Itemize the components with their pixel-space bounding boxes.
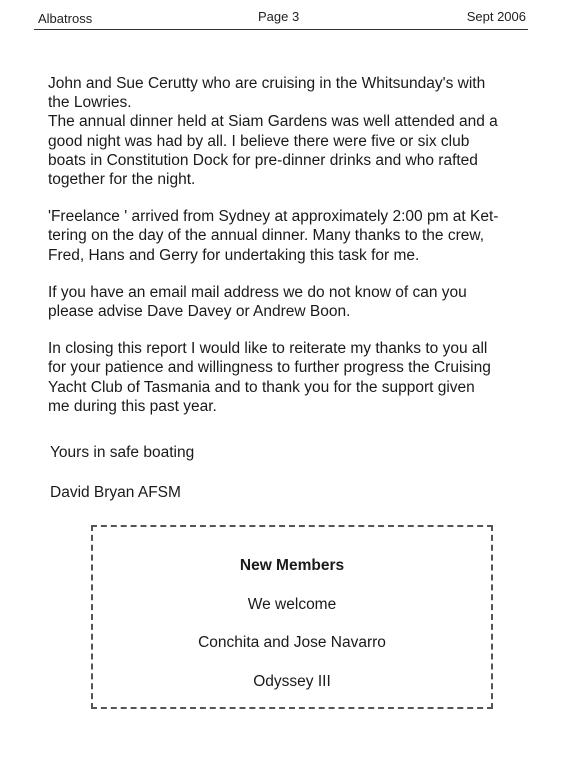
text-line: good night was had by all. I believe there were five or six club <box>48 132 470 150</box>
new-members-box <box>91 525 493 709</box>
text-line: me during this past year. <box>48 397 217 415</box>
text-line: Fred, Hans and Gerry for undertaking this task for me. <box>48 246 420 264</box>
header-rule <box>34 29 528 30</box>
text-line: together for the night. <box>48 171 196 189</box>
member-boat: Odyssey III <box>253 673 331 690</box>
text-line: for your patience and willingness to further progress the Cruising <box>48 359 491 377</box>
text-line: John and Sue Cerutty who are cruising in the Whitsunday's with <box>48 75 486 92</box>
text-line: tering on the day of the annual dinner. Many thanks to the crew, <box>48 227 485 245</box>
text-line: the Lowries. <box>48 94 132 112</box>
member-names: Conchita and Jose Navarro <box>198 634 386 651</box>
new-members-title: New Members <box>239 557 345 574</box>
page-header <box>34 6 528 28</box>
text-line: please advise Dave Davey or Andrew Boon. <box>48 303 351 321</box>
page-number: Page 3 <box>258 9 300 24</box>
newsletter-name: Albatross <box>38 11 93 26</box>
text-line: boats in Constitution Dock for pre-dinner drinks and who rafted <box>48 151 478 169</box>
closing-line: Yours in safe boating <box>50 444 195 461</box>
text-line: In closing this report I would like to reiterate my thanks to you all <box>48 340 488 358</box>
text-line: Yacht Club of Tasmania and to thank you for the support given <box>48 378 475 396</box>
text-line: 'Freelance ' arrived from Sydney at approximately 2:00 pm at Ket- <box>48 208 499 226</box>
text-line: The annual dinner held at Siam Gardens was well attended and a <box>48 113 498 131</box>
report-body <box>48 74 538 416</box>
welcome-text: We welcome <box>247 596 337 613</box>
signature: David Bryan AFSM <box>50 484 181 501</box>
text-line: If you have an email mail address we do not know of can you <box>48 283 467 301</box>
issue-date: Sept 2006 <box>466 9 526 24</box>
